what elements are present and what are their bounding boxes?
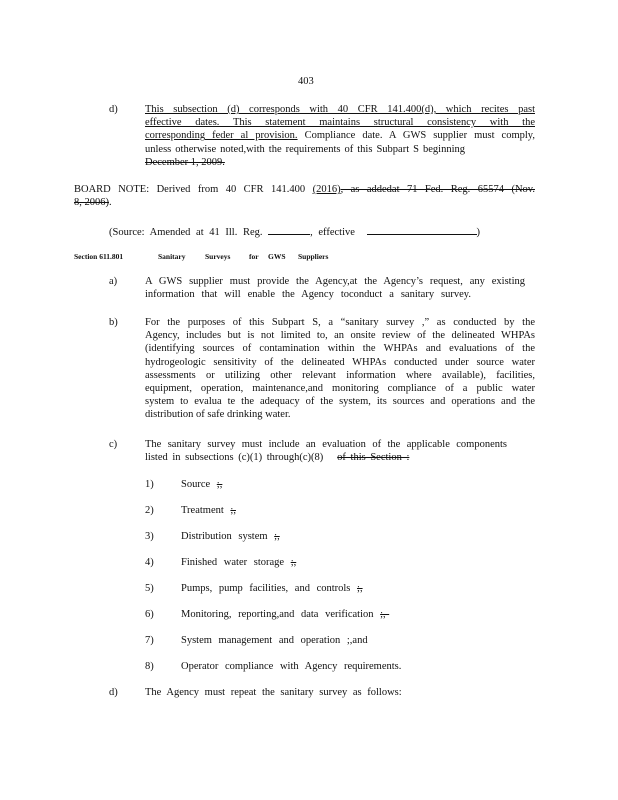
list-item — [145, 608, 389, 621]
list-item-punct: ;, — [274, 531, 280, 542]
para-b-label: b) — [109, 317, 118, 328]
source-blank — [268, 224, 310, 235]
section-title-word: Surveys — [205, 252, 231, 261]
para-a-line: A GWS supplier must provide the Agency,at the Agency’s request, any existing — [145, 276, 525, 287]
list-item-text: Source — [181, 479, 211, 490]
para-a-label: a) — [109, 276, 118, 287]
section-title-word: Sanitary — [158, 252, 186, 261]
para-c-body — [145, 438, 507, 464]
list-item-number: 5) — [145, 583, 154, 594]
para-b-body — [145, 316, 535, 422]
subsection-d-line — [145, 156, 535, 169]
para-c-text: listed in subsections (c)(1) through(c)(8) — [145, 452, 324, 464]
para-b-line: equipment, operation, maintenance,and monitoring compliance of a public water — [145, 383, 535, 395]
subsection-d-text: Compliance date. A GWS supplier must comply, — [297, 130, 535, 142]
list-item-punct: ;, — [230, 505, 236, 516]
list-item-punct: ;, — [357, 583, 363, 594]
list-item-punct: ;,- — [380, 609, 390, 620]
board-note-line — [74, 183, 535, 196]
para-a-body — [145, 275, 525, 301]
subsection-d-line — [145, 129, 535, 142]
para-d-text: The Agency must repeat the sanitary survey as follows: — [145, 687, 402, 698]
list-item-number: 7) — [145, 635, 154, 646]
source-close: ) — [476, 227, 481, 238]
board-note-struck-text: , as addedat 71 Fed. Reg. 65574 (Nov. — [340, 184, 535, 195]
effective-date-blank — [367, 224, 477, 235]
list-item-text: Pumps, pump facilities, and controls — [181, 583, 351, 594]
source-note — [109, 224, 480, 239]
list-item-number: 3) — [145, 531, 154, 542]
para-b-line: system to evalua te the adequacy of the system, its sources and operations and the — [145, 396, 535, 408]
subsection-d-line: unless otherwise noted,with the requirements of this Subpart S beginning — [145, 143, 465, 155]
list-item — [145, 660, 401, 673]
list-item-text: System management and operation — [181, 635, 341, 646]
para-b-line: assessments or utilizing other relevant information where available), facilities, — [145, 369, 535, 381]
subsection-d-struck-text: December 1, 2009. — [145, 156, 225, 168]
list-item — [145, 478, 222, 491]
para-b-line: hydrogeologic sensitivity of the delineated WHPAs conducted under source water — [145, 356, 535, 368]
list-item-punct: ;, — [290, 557, 297, 568]
para-c-line — [145, 451, 507, 464]
list-item-number: 1) — [145, 479, 154, 490]
para-b-line: Agency, includes but is not limited to, an onsite review of the delineated WHPAs — [145, 330, 535, 342]
para-b-line: distribution of safe drinking water. — [145, 409, 291, 421]
board-note-year: (2016) — [312, 184, 341, 195]
source-text: , effective — [310, 227, 355, 238]
para-b-line: (identifying sources of contamination within the WHPAs and evaluations of the — [145, 343, 535, 355]
list-item-number: 4) — [145, 557, 154, 568]
list-item-text: Distribution system — [181, 531, 268, 542]
list-item-punct: ;, — [216, 479, 223, 490]
page-number: 403 — [298, 76, 314, 87]
section-number: Section 611.801 — [74, 252, 124, 261]
list-item-text: Treatment — [181, 505, 224, 516]
subsection-label-d-top: d) — [109, 104, 118, 115]
list-item — [145, 634, 368, 647]
list-item-text: Finished water storage — [181, 557, 285, 568]
list-item-text: Monitoring, reporting,and data verification — [181, 609, 374, 620]
board-note-line — [74, 196, 535, 209]
para-b-line: For the purposes of this Subpart S, a “sanitary survey ,” as conducted by the — [145, 317, 535, 328]
list-item — [145, 556, 296, 569]
subsection-d-top-body — [145, 103, 535, 169]
subsection-d-line: This subsection (d) corresponds with 40 CFR 141.400(d), which recites past — [145, 104, 535, 115]
section-title-word: for — [249, 252, 259, 261]
board-note-period: . — [109, 197, 112, 209]
subsection-d-line: effective dates. This statement maintains structural consistency with the — [145, 117, 535, 129]
list-item-number: 6) — [145, 609, 154, 620]
board-note-struck-text: 8, 2006) — [74, 197, 109, 209]
list-item — [145, 582, 363, 595]
board-note-text: BOARD NOTE: Derived from 40 CFR 141.400 — [74, 184, 313, 195]
para-c-line: The sanitary survey must include an evaluation of the applicable components — [145, 439, 507, 450]
para-c-struck-text: of this Section : — [337, 452, 410, 464]
section-title-word: GWS — [268, 252, 286, 261]
list-item-number: 8) — [145, 661, 154, 672]
source-text: (Source: Amended at 41 Ill. Reg. — [109, 227, 263, 238]
list-item — [145, 504, 236, 517]
section-title-word: Suppliers — [298, 252, 329, 261]
para-c-label: c) — [109, 439, 118, 450]
para-a-line: information that will enable the Agency toconduct a sanitary survey. — [145, 289, 471, 301]
para-d-label: d) — [109, 687, 118, 698]
board-note — [74, 183, 535, 209]
list-item-text: Operator compliance with Agency requirements. — [181, 661, 402, 672]
list-item-punct: ;,and — [346, 635, 368, 646]
list-item-number: 2) — [145, 505, 154, 516]
subsection-d-underlined-text: corresponding feder al provision. — [145, 130, 298, 142]
list-item — [145, 530, 280, 543]
